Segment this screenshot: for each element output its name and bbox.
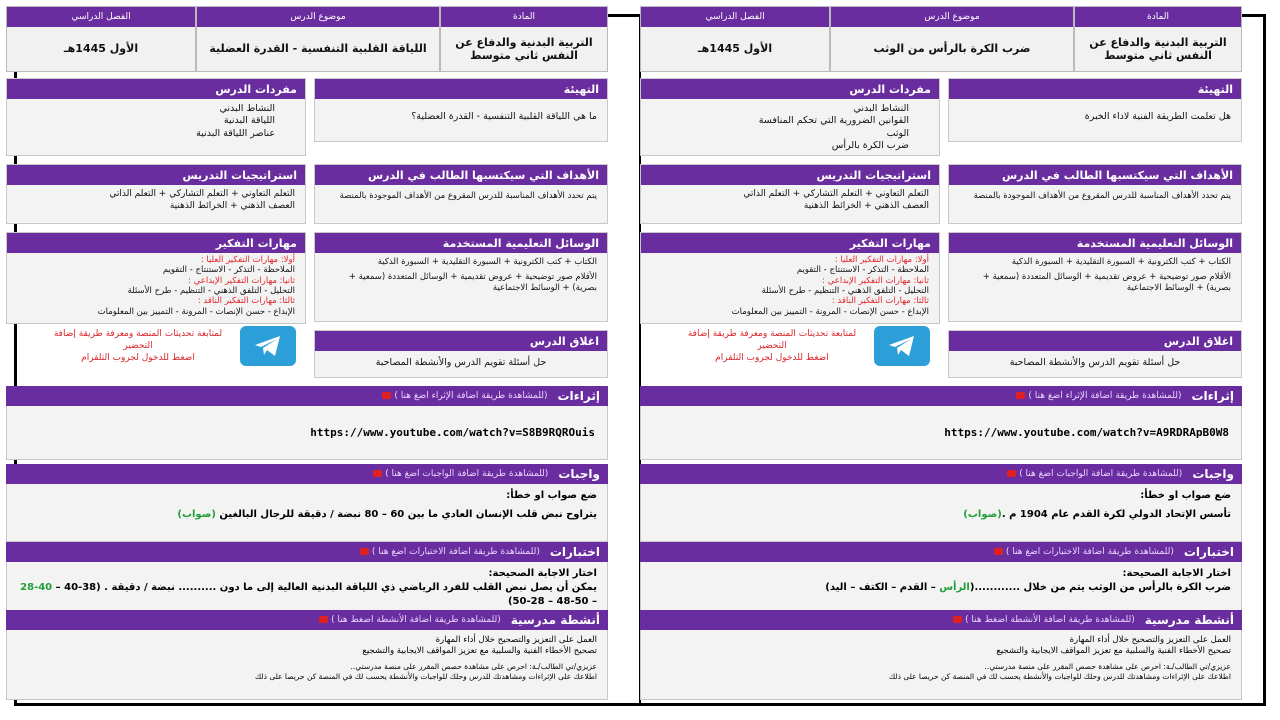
telegram-icon[interactable] [874,326,930,366]
aids-title: الوسائل التعليمية المستخدمة [315,233,607,253]
strategies-title: استراتيجيات التدريس [7,165,305,185]
homework-section [6,464,608,542]
thinking-line: ثانيا: مهارات التفكير الإبداعي : [188,275,295,286]
vocab-box [6,78,306,156]
aids-line: الأقلام صور توضيحية + عروض تقديمية + الوسائل المتعددة (سمعية + بصرية) + الوسائط الاجتماعية [982,272,1231,294]
activities-section [6,610,608,700]
vocab-item: ضرب الكرة بالرأس [831,140,909,152]
intro-text: هل تعلمت الطريقة الفنية لاداء الخبرة [1084,111,1231,122]
thinking-line: الإبداع - حسن الإنصات - المرونة - التمييز بين المعلومات [731,306,929,317]
thinking-title: مهارات التفكير [7,233,305,253]
homework-statement: يتراوح نبض قلب الإنسان العادي ما بين 60 – 80 نبضة / دقيقة للرجال البالغين (صواب) [177,509,597,520]
aids-list [315,253,607,298]
aids-line: الأقلام صور توضيحية + عروض تقديمية + الوسائل المتعددة (سمعية + بصرية) + الوسائط الاجتماعية [348,272,597,294]
strategies-box [640,164,940,224]
enrichment-hint[interactable]: (للمشاهدة طريقة اضافة الإثراء اضغ هنا ) [1013,391,1181,401]
homework-question: ضع صواب او خطأ: [506,490,597,501]
homework-section [640,464,1242,542]
telegram-promo[interactable] [44,326,296,366]
lesson-header [6,6,608,72]
lesson-page-2 [6,6,608,682]
record-icon [1016,392,1025,399]
subject-value: التربية البدنية والدفاع عن النفس ثاني متوسط [441,27,607,71]
strategies-box [6,164,306,224]
tests-title: اختبارات (للمشاهدة طريقة اضافة الاختبارات اضغ هنا ) [640,542,1242,562]
subject-label: المادة [1075,7,1241,27]
aids-line: الكتاب + كتب الكترونية + السبورة التقليدية + السبورة الذكية [1011,257,1231,267]
tests-question: اختار الاجابة الصحيحة: [1122,568,1231,579]
enrichment-section [6,386,608,460]
activity-line: العمل على التعزيز والتصحيح خلال أداء المهارة [435,635,597,645]
telegram-icon[interactable] [240,326,296,366]
tests-hint[interactable]: (للمشاهدة طريقة اضافة الاختبارات اضغ هنا ) [357,547,540,557]
homework-question: ضع صواب او خطأ: [1140,490,1231,501]
vocab-list [641,99,939,156]
strategy-line: العصف الذهني + الخرائط الذهنية [803,200,929,211]
thinking-line: التحليل - التلفق الذهني - التنظيم - طرح الأسئلة [127,286,295,297]
homework-statement: تأسس الإتحاد الدولي لكرة القدم عام 1904 م .(صواب) [963,509,1231,520]
thinking-title: مهارات التفكير [641,233,939,253]
intro-box [314,78,608,142]
thinking-line: ثانيا: مهارات التفكير الإبداعي : [822,275,929,286]
tests-hint[interactable]: (للمشاهدة طريقة اضافة الاختبارات اضغ هنا ) [991,547,1174,557]
closing-box [314,330,608,378]
intro-box [948,78,1242,142]
homework-hint[interactable]: (للمشاهدة طريقة اضافة الواجبات اضغ هنا ) [370,469,548,479]
homework-answer: (صواب) [963,509,1002,520]
strategy-line: التعلم التعاوني + التعلم التشاركي + التعلم الذاتي [109,189,295,199]
tests-section [6,542,608,612]
aids-line: الكتاب + كتب الكترونية + السبورة التقليدية + السبورة الذكية [377,257,597,267]
goals-text: يتم تحدد الأهداف المناسبة للدرس المقروع من الأهداف الموجودة بالمنصة [339,191,597,201]
intro-title: التهيئة [315,79,607,99]
thinking-line: ثالثا: مهارات التفكير الناقد : [831,296,929,307]
enrichment-section [640,386,1242,460]
thinking-line: الإبداع - حسن الإنصات - المرونة - التمييز بين المعلومات [97,306,295,317]
thinking-line: التحليل - التلفق الذهني - التنظيم - طرح الأسئلة [761,286,929,297]
strategies-title: استراتيجيات التدريس [641,165,939,185]
vocab-item: الوثب [886,127,909,139]
homework-answer: (صواب) [177,509,216,520]
activity-line: العمل على التعزيز والتصحيح خلال أداء المهارة [1069,635,1231,645]
subject-cell [440,6,608,72]
homework-title: واجبات (للمشاهدة طريقة اضافة الواجبات اضغ هنا ) [640,464,1242,484]
activities-hint[interactable]: (للمشاهدة طريقة اضافة الأنشطة اضغط هنا ) [316,615,501,625]
topic-cell [196,6,440,72]
vocab-item: اللياقة البدنية [223,115,275,127]
homework-hint[interactable]: (للمشاهدة طريقة اضافة الواجبات اضغ هنا ) [1004,469,1182,479]
lesson-header [640,6,1242,72]
tests-correct-answer: 40-28 [20,582,53,593]
aids-title: الوسائل التعليمية المستخدمة [949,233,1241,253]
tests-title: اختبارات (للمشاهدة طريقة اضافة الاختبارات اضغ هنا ) [6,542,608,562]
student-note [7,660,607,687]
goals-box [314,164,608,224]
closing-title: اغلاق الدرس [315,331,607,351]
thinking-line: الملاحظة - التذكر - الاستنتاج - التقويم [162,265,295,276]
note-line: عزيزي/تي الطالب/ـة: احرص على مشاهدة حصص المقرر على منصة مدرستي.. [984,661,1231,671]
thinking-line: ثالثا: مهارات التفكير الناقد : [197,296,295,307]
record-icon [953,616,962,623]
goals-text: يتم تحدد الأهداف المناسبة للدرس المقروع من الأهداف الموجودة بالمنصة [973,191,1231,201]
note-line: اطلاعك على الإثراءات ومشاهدتك للدرس وحلك للواجبات والأنشطة يحسب لك في المنصة كن حريصا على ذلك [888,672,1231,682]
closing-text: حل أسئلة تقويم الدرس والأنشطة المصاحبة [1009,357,1181,368]
topic-label: موضوع الدرس [197,7,439,27]
thinking-line: أولا: مهارات التفكير العليا : [834,255,929,265]
vocab-item: عناصر اللياقة البدنية [196,127,275,139]
subject-label: المادة [441,7,607,27]
telegram-promo-text[interactable]: لمتابعة تحديثات المنصة ومعرفة طريقة إضافة التحضير اضغط للدخول لجروب التلقرام [687,328,857,364]
goals-title: الأهداف التي سيكتسبها الطالب في الدرس [315,165,607,185]
activities-section [640,610,1242,700]
topic-cell [830,6,1074,72]
homework-title: واجبات (للمشاهدة طريقة اضافة الواجبات اضغ هنا ) [6,464,608,484]
record-icon [994,548,1003,555]
activity-line: تصحيح الأخطاء الفنية والسلبية مع تعزيز المواقف الايجابية والتشجيع [362,646,597,657]
record-icon [373,470,382,477]
intro-title: التهيئة [949,79,1241,99]
note-line: عزيزي/تي الطالب/ـة: احرص على مشاهدة حصص المقرر على منصة مدرستي.. [350,661,597,671]
vocab-list [7,99,305,144]
tests-section [640,542,1242,612]
semester-label: الفصل الدراسي [7,7,195,27]
record-icon [360,548,369,555]
tests-correct-answer: الرأس [939,582,970,593]
aids-list [949,253,1241,298]
subject-value: التربية البدنية والدفاع عن النفس ثاني متوسط [1075,27,1241,71]
record-icon [1007,470,1016,477]
semester-cell [640,6,830,72]
vocab-item: النشاط البدني [219,103,275,114]
lesson-page-1 [640,6,1242,682]
tests-statement: يمكن أن يصل نبض القلب للفرد الرياضي ذي اللياقة البدنية العالية إلى ما دون .......... نبضة / دقيقة . (38-40 – 40-28 – 50-48 – 28-50) [20,582,597,607]
tests-question: اختار الاجابة الصحيحة: [488,568,597,579]
thinking-line: أولا: مهارات التفكير العليا : [200,255,295,265]
thinking-list [7,253,305,321]
aids-box [948,232,1242,322]
record-icon [382,392,391,399]
youtube-link[interactable]: https://www.youtube.com/watch?v=S8B9RQROuis [310,426,595,439]
vocab-item: القوانين الضرورية التي تحكم المنافسة [758,115,909,127]
record-icon [319,616,328,623]
strategies-list [7,185,305,216]
note-line: اطلاعك على الإثراءات ومشاهدتك للدرس وحلك للواجبات والأنشطة يحسب لك في المنصة كن حريصا على ذلك [254,672,597,682]
closing-title: اغلاق الدرس [949,331,1241,351]
thinking-box [640,232,940,324]
semester-value: الأول 1445هـ [7,27,195,71]
youtube-link[interactable]: https://www.youtube.com/watch?v=A9RDRApB0W8 [944,426,1229,439]
activities-title: أنشطة مدرسية (للمشاهدة طريقة اضافة الأنشطة اضغط هنا ) [640,610,1242,630]
vocab-box [640,78,940,156]
activities-hint[interactable]: (للمشاهدة طريقة اضافة الأنشطة اضغط هنا ) [950,615,1135,625]
thinking-list [641,253,939,321]
enrichment-title: إثراءات (للمشاهدة طريقة اضافة الإثراء اضغ هنا ) [640,386,1242,406]
closing-box [948,330,1242,378]
semester-label: الفصل الدراسي [641,7,829,27]
goals-title: الأهداف التي سيكتسبها الطالب في الدرس [949,165,1241,185]
vocab-title: مفردات الدرس [7,79,305,99]
thinking-box [6,232,306,324]
student-note [641,660,1241,687]
telegram-promo-text[interactable]: لمتابعة تحديثات المنصة ومعرفة طريقة إضافة التحضير اضغط للدخول لجروب التلقرام [53,328,223,364]
activities-list [641,630,1241,660]
aids-box [314,232,608,322]
subject-cell [1074,6,1242,72]
topic-value: اللياقة القلبية التنفسية - القدرة العضلية [197,27,439,71]
vocab-title: مفردات الدرس [641,79,939,99]
goals-box [948,164,1242,224]
strategies-list [641,185,939,216]
thinking-line: الملاحظة - التذكر - الاستنتاج - التقويم [796,265,929,276]
telegram-promo[interactable] [678,326,930,366]
activities-list [7,630,607,660]
enrichment-title: إثراءات (للمشاهدة طريقة اضافة الإثراء اضغ هنا ) [6,386,608,406]
topic-label: موضوع الدرس [831,7,1073,27]
intro-text: ما هي اللياقة القلبية التنفسية - القدرة العضلية؟ [411,111,597,122]
vocab-item: النشاط البدني [853,103,909,114]
activity-line: تصحيح الأخطاء الفنية والسلبية مع تعزيز المواقف الايجابية والتشجيع [996,646,1231,657]
semester-value: الأول 1445هـ [641,27,829,71]
enrichment-hint[interactable]: (للمشاهدة طريقة اضافة الإثراء اضغ هنا ) [379,391,547,401]
activities-title: أنشطة مدرسية (للمشاهدة طريقة اضافة الأنشطة اضغط هنا ) [6,610,608,630]
strategy-line: التعلم التعاوني + التعلم التشاركي + التعلم الذاتي [743,189,929,199]
strategy-line: العصف الذهني + الخرائط الذهنية [169,200,295,211]
tests-statement: ضرب الكرة بالرأس من الوثب يتم من خلال ............(الرأس – القدم – الكتف – اليد) [825,582,1231,593]
topic-value: ضرب الكرة بالرأس من الوثب [831,27,1073,71]
semester-cell [6,6,196,72]
closing-text: حل أسئلة تقويم الدرس والأنشطة المصاحبة [375,357,547,368]
